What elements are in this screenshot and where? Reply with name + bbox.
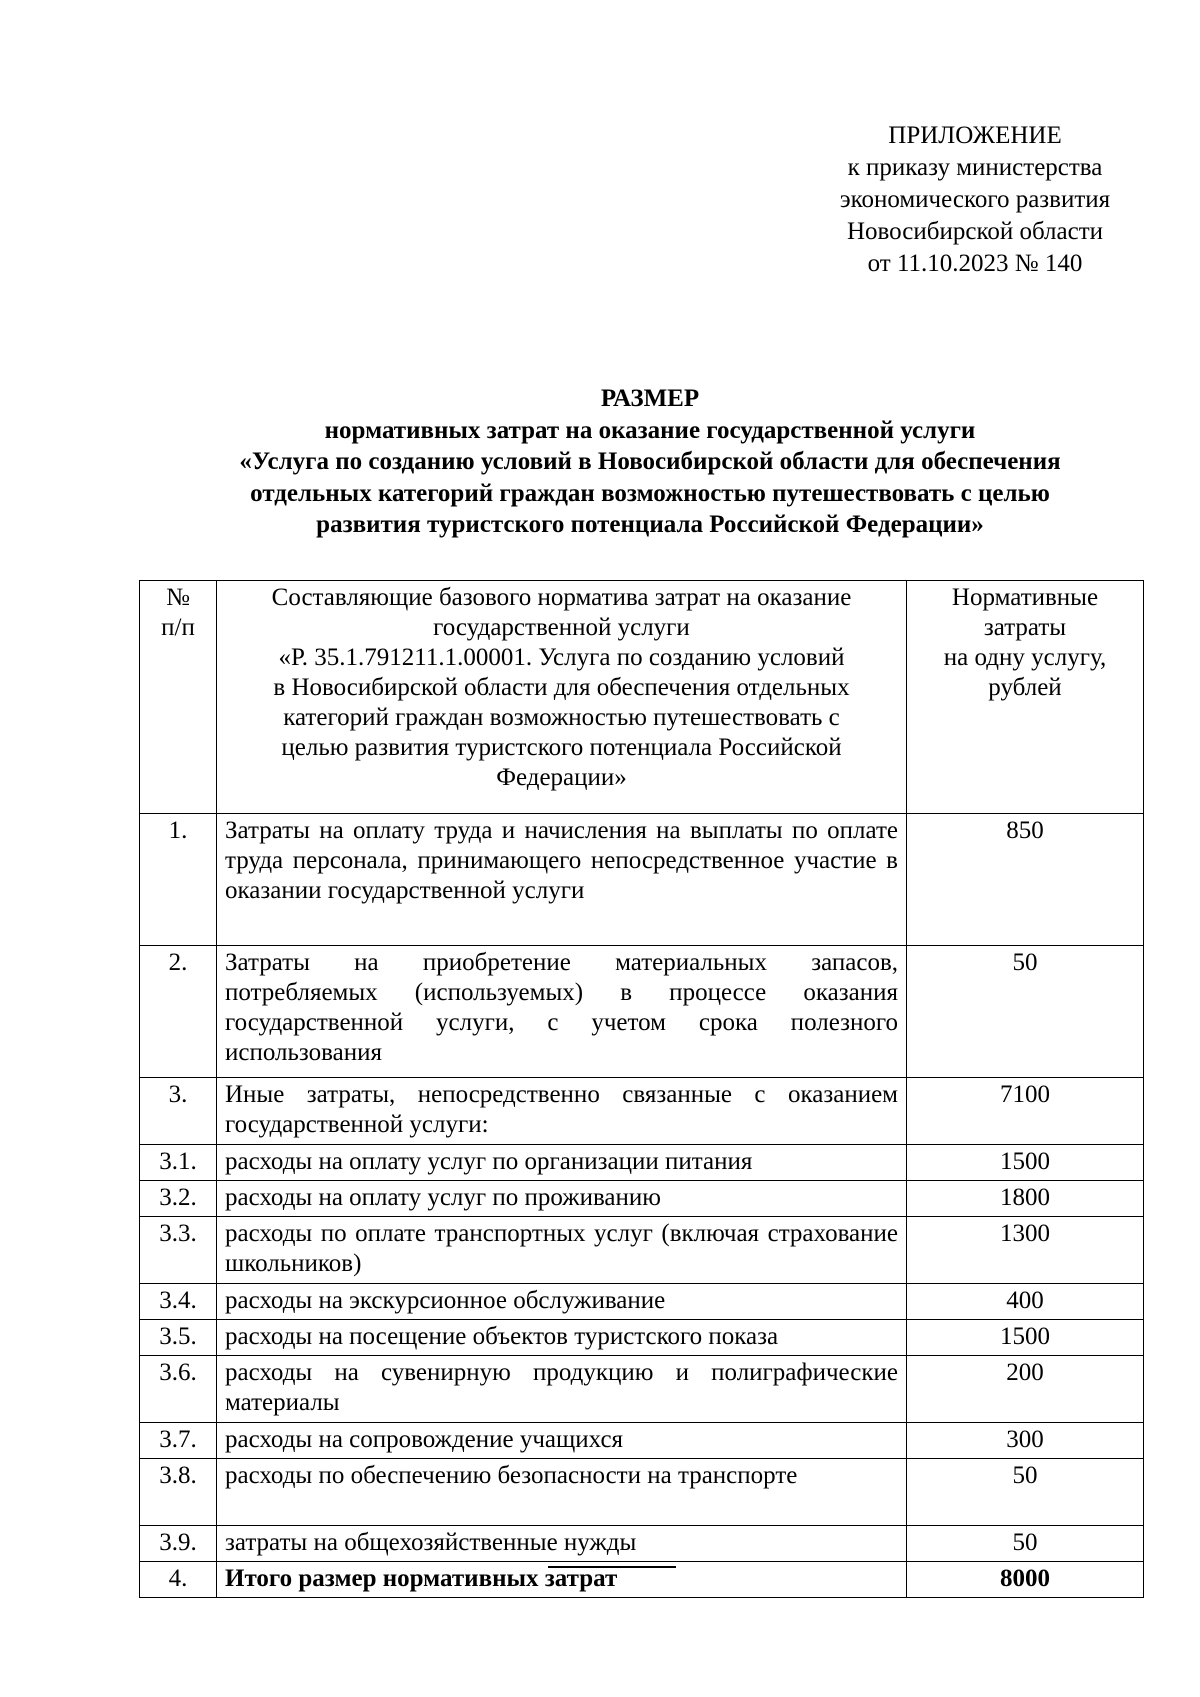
row-description: затраты на общехозяйственные нужды <box>217 1526 907 1562</box>
row-value: 7100 <box>907 1078 1144 1145</box>
header-description-line: в Новосибирской области для обеспечения отдельных <box>273 674 850 701</box>
table-row <box>140 1526 1144 1562</box>
header-value <box>907 581 1144 814</box>
title-line: отдельных категорий граждан возможностью путешествовать с целью <box>250 479 1050 507</box>
table-row <box>140 1320 1144 1356</box>
table-row <box>140 814 1144 946</box>
row-value: 200 <box>907 1356 1144 1423</box>
row-value: 1300 <box>907 1217 1144 1284</box>
row-value: 400 <box>907 1284 1144 1320</box>
row-value: 50 <box>907 1459 1144 1526</box>
row-value: 1500 <box>907 1320 1144 1356</box>
row-value: 300 <box>907 1423 1144 1459</box>
row-description: расходы на экскурсионное обслуживание <box>217 1284 907 1320</box>
total-label: Итого размер нормативных затрат <box>217 1562 907 1598</box>
row-value: 1500 <box>907 1145 1144 1181</box>
document-title <box>100 383 1200 541</box>
row-value: 850 <box>907 814 1144 946</box>
header-value-line: Нормативные <box>951 584 1099 611</box>
row-number: 3.7. <box>140 1423 217 1459</box>
row-number: 2. <box>140 946 217 1078</box>
row-description: расходы на посещение объектов туристского показа <box>217 1320 907 1356</box>
cost-table <box>139 580 1144 1598</box>
row-value: 50 <box>907 1526 1144 1562</box>
appendix-line: к приказу министерства <box>847 154 1103 181</box>
appendix-heading: ПРИЛОЖЕНИЕ <box>888 122 1062 149</box>
header-description-line: Федерации» <box>496 764 627 791</box>
table-header-row <box>140 581 1144 814</box>
appendix-line: экономического развития <box>839 186 1111 213</box>
row-number: 3. <box>140 1078 217 1145</box>
row-number: 3.9. <box>140 1526 217 1562</box>
row-description: расходы по обеспечению безопасности на транспорте <box>217 1459 907 1526</box>
table-row <box>140 1181 1144 1217</box>
row-value: 50 <box>907 946 1144 1078</box>
row-description: Затраты на оплату труда и начисления на выплаты по оплате труда персонала, принимающего непосредственное участие в оказании государственной услуги <box>217 814 907 946</box>
title-line: «Услуга по созданию условий в Новосибирской области для обеспечения <box>239 448 1061 475</box>
header-description-line: целью развития туристского потенциала Российской <box>281 734 842 761</box>
row-description: расходы на оплату услуг по проживанию <box>217 1181 907 1217</box>
row-number: 3.8. <box>140 1459 217 1526</box>
header-number <box>140 581 217 814</box>
table-row <box>140 946 1144 1078</box>
row-number: 3.1. <box>140 1145 217 1181</box>
row-number: 3.5. <box>140 1320 217 1356</box>
row-description: расходы на сувенирную продукцию и полиграфические материалы <box>217 1356 907 1423</box>
row-number: 3.4. <box>140 1284 217 1320</box>
appendix-block <box>800 120 1150 280</box>
table-row <box>140 1145 1144 1181</box>
header-number-line: п/п <box>161 614 195 641</box>
table-row <box>140 1078 1144 1145</box>
header-value-line: на одну услугу, <box>943 644 1107 671</box>
title-line: развития туристского потенциала Российской Федерации» <box>316 511 984 538</box>
header-description-line: государственной услуги <box>433 614 690 641</box>
header-value-line: затраты <box>983 614 1067 641</box>
row-number: 3.2. <box>140 1181 217 1217</box>
appendix-line: Новосибирской области <box>846 218 1104 245</box>
row-number: 3.3. <box>140 1217 217 1284</box>
title-heading: РАЗМЕР <box>600 385 700 412</box>
row-description: расходы на сопровождение учащихся <box>217 1423 907 1459</box>
row-value: 1800 <box>907 1181 1144 1217</box>
row-description: расходы на оплату услуг по организации питания <box>217 1145 907 1181</box>
header-description <box>217 581 907 814</box>
total-value: 8000 <box>907 1562 1144 1598</box>
row-number: 3.6. <box>140 1356 217 1423</box>
appendix-order-date: от 11.10.2023 № 140 <box>867 250 1083 277</box>
end-divider <box>548 1566 676 1568</box>
table-row <box>140 1284 1144 1320</box>
row-description: Затраты на приобретение материальных запасов, потребляемых (используемых) в процессе оказания государственной услуги, с учетом срока полезного использования <box>217 946 907 1078</box>
row-number: 1. <box>140 814 217 946</box>
total-number: 4. <box>140 1562 217 1598</box>
row-description: расходы по оплате транспортных услуг (включая страхование школьников) <box>217 1217 907 1284</box>
table-row <box>140 1423 1144 1459</box>
header-value-line: рублей <box>988 674 1062 701</box>
title-line: нормативных затрат на оказание государственной услуги <box>324 416 976 444</box>
header-number-line: № <box>166 584 190 611</box>
header-description-line: категорий граждан возможностью путешествовать с <box>283 704 840 731</box>
row-description: Иные затраты, непосредственно связанные с оказанием государственной услуги: <box>217 1078 907 1145</box>
table-row <box>140 1459 1144 1526</box>
header-description-line: Составляющие базового норматива затрат на оказание <box>271 584 852 611</box>
header-description-line: «Р. 35.1.791211.1.00001. Услуга по созданию условий <box>278 644 845 671</box>
table-row <box>140 1217 1144 1284</box>
table-row <box>140 1356 1144 1423</box>
